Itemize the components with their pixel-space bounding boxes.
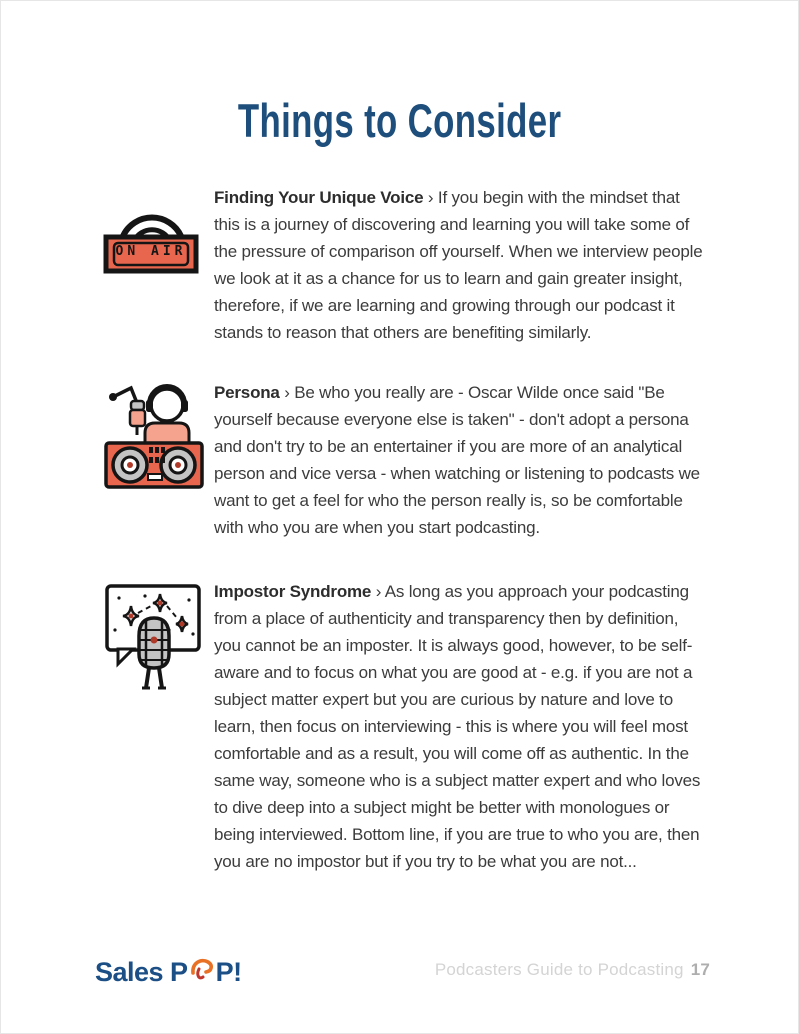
paragraph	[214, 578, 707, 875]
mic-speech-bubble-icon	[101, 578, 201, 699]
page-number: 17	[690, 960, 710, 979]
page-title-text: Things to Consider	[237, 94, 562, 147]
on-air-label: ON AIR	[115, 244, 187, 259]
section-lead: Finding Your Unique Voice	[214, 188, 424, 207]
section-lead: Persona	[214, 383, 280, 402]
on-air-sign-icon	[101, 184, 201, 276]
salespop-logo	[95, 954, 242, 990]
page-title	[1, 93, 798, 148]
podcaster-mixer-icon	[101, 379, 201, 500]
section-finding-your-unique-voice	[101, 184, 707, 346]
booklet-title: Podcasters Guide to Podcasting	[434, 960, 684, 979]
section-body-text: As long as you approach your podcasting from a place of authenticity and transparency then by definition, you cannot be an imposter. It is always good, however, to be self-aware and to focus on what you are good at - e.g. if you are not a subject matter expert but you are curious by nature and love to learn, then focus on interviewing - this is where you will feel most comfortable and as a result, you will come off as authentic. In the same way, someone who is a subject matter expert and who loves to dive deep into a subject might be better with monologues or being interviewed. Bottom line, if you are true to who you are, then you are no impostor but if you try to be what you are not...	[214, 582, 701, 871]
chevron-separator: ›	[423, 188, 438, 207]
paragraph	[214, 379, 707, 541]
logo-text-left: Sales P	[95, 956, 188, 987]
section-body-text: If you begin with the mindset that this is a journey of discovering and learning you will take some of the pressure of comparison off yourself. When we interview people we look at it as a chance for us to learn and gain greater insight, therefore, if we are learning and growing through our podcast it stands to reason that others are benefiting similarly.	[214, 188, 703, 342]
section-body-text: Be who you really are - Oscar Wilde once said "Be yourself because everyone else is taken" - don't adopt a persona and don't try to be an entertainer if you are more of an analytical person and vice versa - when watching or listening to podcasts we want to get a feel for who the person really is, so be comfortable with who you are when you start podcasting.	[214, 383, 700, 537]
footer	[435, 960, 710, 980]
broadcast-waves-graphic	[101, 190, 201, 276]
section-lead: Impostor Syndrome	[214, 582, 372, 601]
section-persona	[101, 379, 707, 541]
paragraph	[214, 184, 707, 346]
logo-text-right: P!	[215, 956, 242, 987]
chevron-separator: ›	[279, 383, 295, 402]
salespop-logo-o-icon	[190, 956, 215, 990]
chevron-separator: ›	[371, 582, 385, 601]
section-impostor-syndrome	[101, 578, 707, 875]
